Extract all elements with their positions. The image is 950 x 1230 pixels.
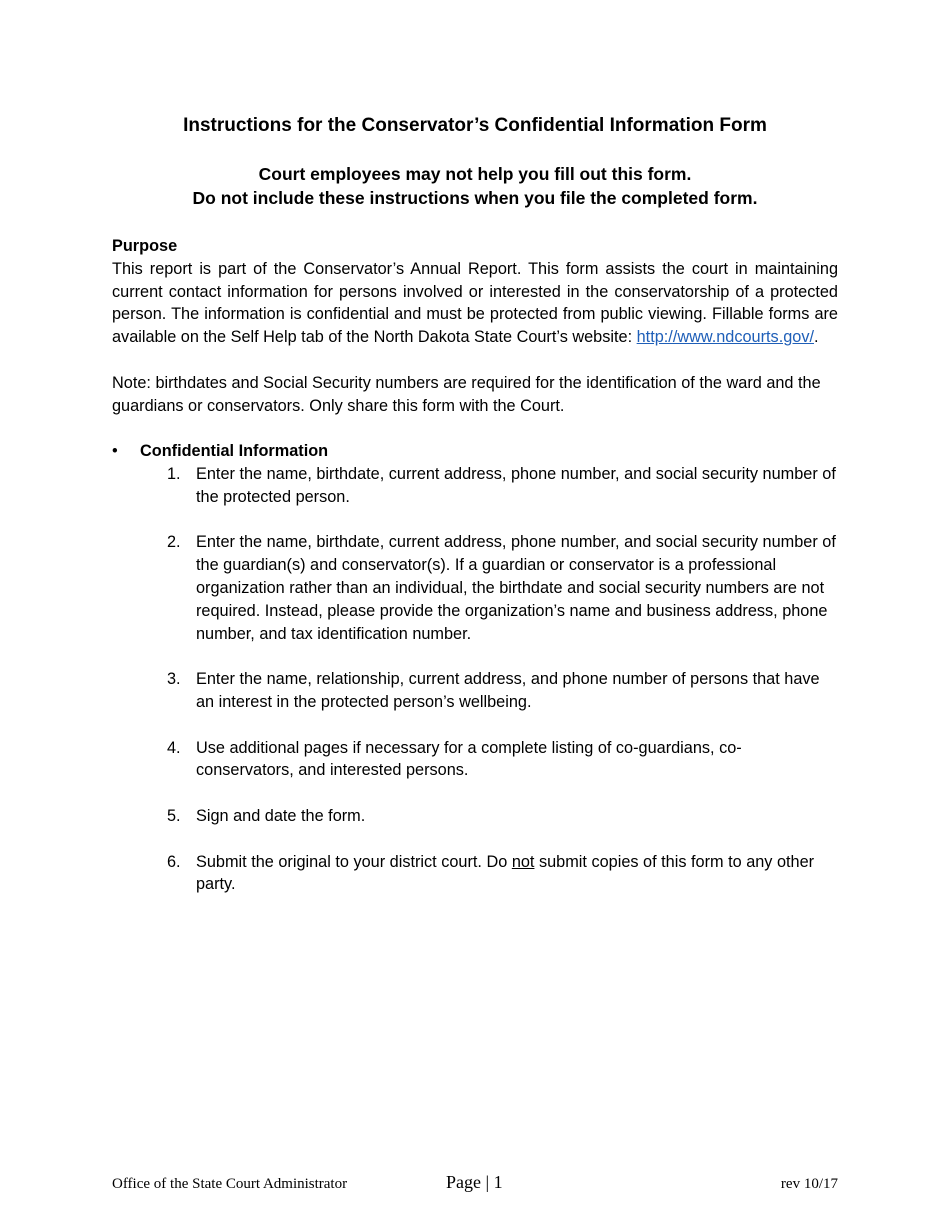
confidential-section-heading [112,440,838,463]
spacer [112,417,838,440]
bullet-icon: • [112,442,118,461]
step-text: Enter the name, birthdate, current address, phone number, and social security number of the guardian(s) and conservator(s). If a guardian or conservator is a professional organization rather than an individual, the birthdate and social security numbers are not required. Instead, please provide the organization’s name and business address, phone number, and tax identification number. [196,533,836,643]
step-text: Use additional pages if necessary for a complete listing of co-guardians, co-conservators, and interested persons. [196,738,742,780]
purpose-text: This report is part of the Conservator’s Annual Report. This form assists the court in maintaining current contact information for persons involved or interested in the conservatorship of a protected person. The information is confidential and must be protected from public viewing. Fillable forms are available on the Self Help tab of the North Dakota State Court’s website: [112,259,838,347]
footer-page-number: Page | 1 [446,1172,503,1192]
step-text-before: Submit the original to your district court. Do [196,852,512,871]
instructions-body [112,235,838,896]
step-6 [167,851,838,897]
step-number: 2. [167,533,181,552]
notice-line-1: Court employees may not help you fill out this form. [258,164,692,184]
document-title: Instructions for the Conservator’s Confidential Information Form [183,115,767,136]
step-text-after: submit copies of this form to any other party. [196,852,815,894]
spacer [112,349,838,372]
step-text: Enter the name, birthdate, current address, phone number, and social security number of the protected person. [196,464,836,506]
step-number: 3. [167,670,181,689]
instruction-steps [112,463,838,896]
step-5 [167,805,838,828]
step-number: 6. [167,852,181,871]
step-number: 4. [167,738,181,757]
step-2 [167,531,838,645]
footer-revision: rev 10/17 [780,1176,838,1192]
step-text-emphasis: not [511,852,535,871]
footer-office: Office of the State Court Administrator [112,1176,348,1192]
purpose-paragraph [112,258,838,349]
purpose-period: . [814,328,819,347]
purpose-heading: Purpose [112,237,178,255]
notice-line-2: Do not include these instructions when you file the completed form. [192,188,758,208]
step-3 [167,668,838,714]
step-number: 1. [167,464,181,483]
step-text: Sign and date the form. [196,806,366,825]
step-number: 5. [167,806,181,825]
note-paragraph: Note: birthdates and Social Security numbers are required for the identification of the ward and the guardians or conservators. Only share this form with the Court. [112,373,821,415]
page-footer [112,1172,838,1198]
step-text: Enter the name, relationship, current address, and phone number of persons that have an interest in the protected person’s wellbeing. [196,670,820,711]
confidential-heading: Confidential Information [140,442,329,461]
step-text [196,851,838,897]
notice-block [0,162,950,210]
step-4 [167,737,838,783]
ndcourts-link[interactable]: http://www.ndcourts.gov/ [636,328,814,347]
step-1 [167,463,838,509]
